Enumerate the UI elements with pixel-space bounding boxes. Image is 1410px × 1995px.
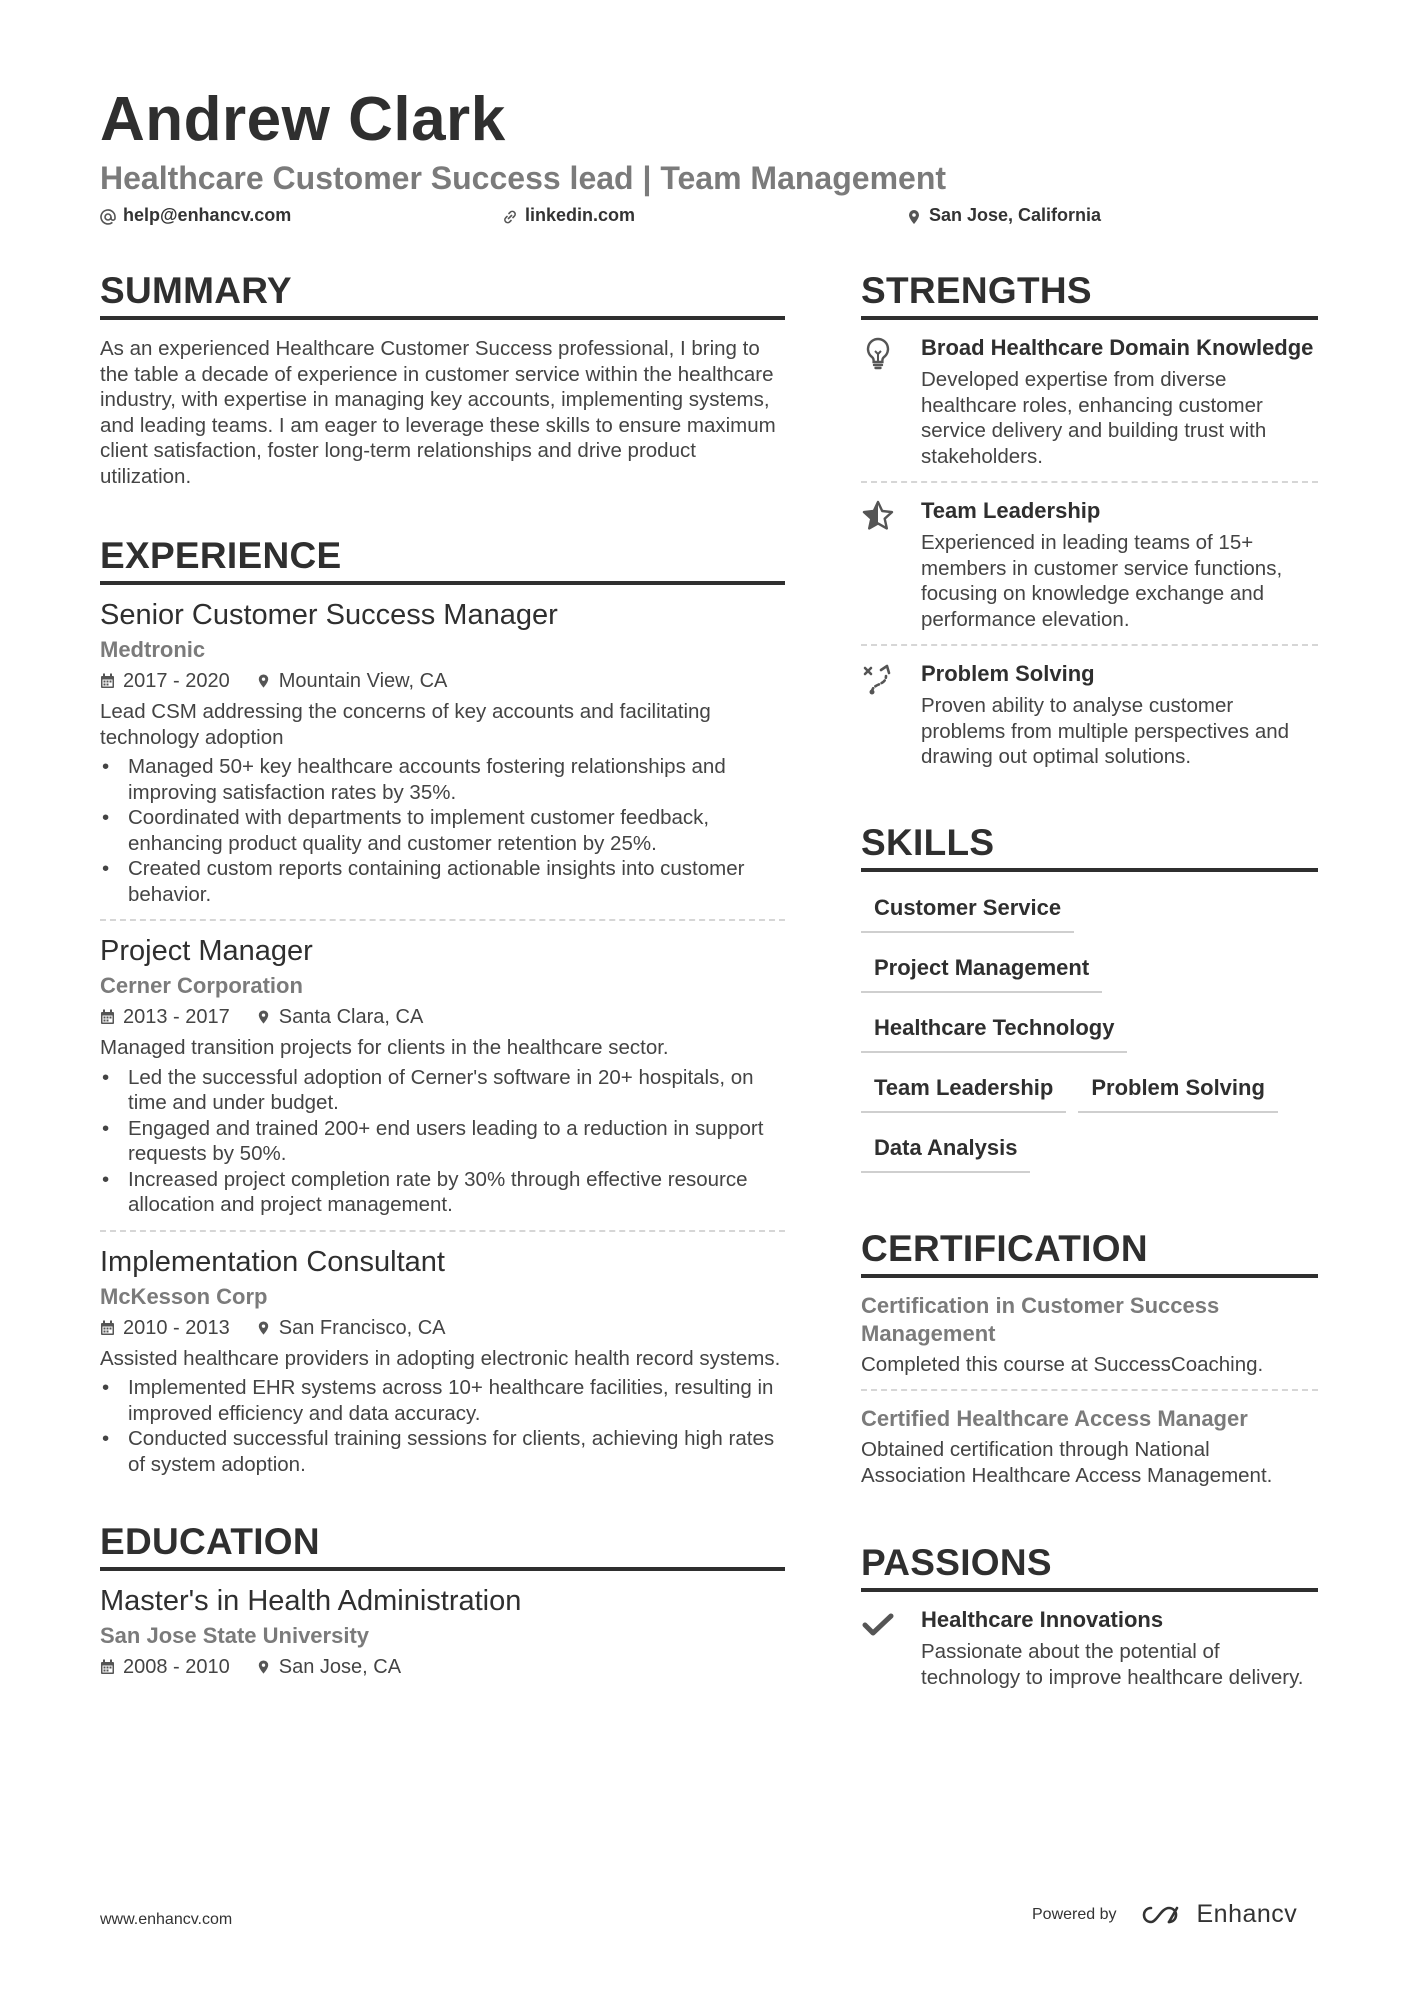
job-dates-text: 2010 - 2013 <box>123 1316 230 1339</box>
job-bullet: • Led the successful adoption of Cerner's software in 20+ hospitals, on time and under budget. <box>100 1065 785 1116</box>
certification-title: Certified Healthcare Access Manager <box>861 1406 1248 1431</box>
star-icon <box>861 497 921 632</box>
footer-branding <box>1032 1900 1297 1929</box>
route-icon <box>861 660 921 770</box>
job-description: Lead CSM addressing the concerns of key accounts and facilitating technology adoption <box>100 700 711 749</box>
contact-location-text: San Jose, California <box>929 205 1102 225</box>
certification-item <box>861 1278 1318 1390</box>
calendar-icon <box>100 1320 115 1336</box>
left-column <box>100 268 785 1693</box>
certification-description: Obtained certification through National Association Healthcare Access Management. <box>861 1438 1273 1487</box>
strength-title: Team Leadership <box>921 498 1101 523</box>
job-bullet: • Implemented EHR systems across 10+ healthcare facilities, resulting in improved efficiency and data accuracy. <box>100 1375 785 1426</box>
job-dates-text: 2017 - 2020 <box>123 670 230 692</box>
powered-by-text: Powered by <box>1032 1905 1117 1923</box>
job-entry <box>100 585 785 919</box>
job-bullets <box>100 1375 785 1477</box>
footer-website[interactable]: www.enhancv.com <box>100 1911 233 1928</box>
contact-bar <box>100 203 1160 227</box>
education-section <box>100 1519 785 1693</box>
education-heading: EDUCATION <box>100 1519 785 1571</box>
lightbulb-icon <box>861 334 921 469</box>
certification-title: Certification in Customer Success Management <box>861 1292 1220 1346</box>
passion-title: Healthcare Innovations <box>921 1607 1164 1632</box>
job-meta <box>100 1314 785 1342</box>
job-dates-text: 2013 - 2017 <box>123 1006 230 1028</box>
skills-section <box>861 820 1318 1186</box>
education-degree: Master's in Health Administration <box>100 1585 522 1617</box>
job-dates <box>100 1003 230 1031</box>
passion-description: Passionate about the potential of technology to improve healthcare delivery. <box>921 1640 1304 1689</box>
summary-section <box>100 268 785 489</box>
calendar-icon <box>100 1659 115 1675</box>
right-column <box>861 268 1318 1702</box>
certification-section <box>861 1226 1318 1501</box>
experience-section <box>100 533 785 1489</box>
job-bullet: • Conducted successful training sessions for clients, achieving high rates of system adoption. <box>100 1426 785 1477</box>
checkmark-icon <box>861 1606 921 1690</box>
contact-linkedin-text: linkedin.com <box>525 205 636 225</box>
calendar-icon <box>100 1009 115 1025</box>
passions-heading: PASSIONS <box>861 1540 1318 1592</box>
strength-title: Broad Healthcare Domain Knowledge <box>921 335 1314 360</box>
map-pin-icon <box>256 1320 271 1336</box>
enhancv-logo[interactable] <box>1139 1900 1298 1929</box>
contact-email-text: help@enhancv.com <box>123 205 292 225</box>
strengths-section <box>861 268 1318 782</box>
job-meta <box>100 1003 785 1031</box>
map-pin-icon <box>906 207 922 223</box>
map-pin-icon <box>256 1659 271 1675</box>
education-dates <box>100 1653 230 1681</box>
job-location-text: Santa Clara, CA <box>278 1006 424 1028</box>
link-icon <box>502 207 518 223</box>
skill-tag: Project Management <box>861 946 1102 993</box>
job-location-text: San Francisco, CA <box>278 1316 446 1339</box>
certification-description: Completed this course at SuccessCoaching. <box>861 1352 1264 1376</box>
job-company: Medtronic <box>100 637 206 662</box>
summary-text: As an experienced Healthcare Customer Success professional, I bring to the table a decade of experience in customer service within the healthcare industry, with expertise in managing key accounts, implementing systems, and leading teams. I am eager to leverage these skills to ensure maximum client satisfaction, foster long-term relationships and drive product utilization. <box>100 337 776 488</box>
job-company: McKesson Corp <box>100 1283 268 1309</box>
strength-item <box>861 481 1318 644</box>
job-company: Cerner Corporation <box>100 973 303 998</box>
candidate-headline: Healthcare Customer Success lead | Team Management <box>100 160 947 196</box>
infinity-logo-icon <box>1139 1903 1187 1927</box>
job-title: Project Manager <box>100 935 313 967</box>
strength-title: Problem Solving <box>921 661 1095 686</box>
job-entry <box>100 919 785 1230</box>
job-bullet: • Engaged and trained 200+ end users leading to a reduction in support requests by 50%. <box>100 1116 785 1167</box>
education-entry <box>100 1571 785 1693</box>
passions-section <box>861 1540 1318 1702</box>
job-location <box>256 1314 446 1342</box>
skill-tag: Customer Service <box>861 886 1074 933</box>
education-dates-text: 2008 - 2010 <box>123 1656 230 1678</box>
certification-heading: CERTIFICATION <box>861 1226 1318 1278</box>
experience-heading: EXPERIENCE <box>100 533 785 585</box>
skill-tag: Team Leadership <box>861 1066 1066 1113</box>
education-location <box>256 1653 401 1681</box>
brand-name: Enhancv <box>1196 1900 1298 1928</box>
summary-heading: SUMMARY <box>100 268 785 320</box>
job-bullet: • Coordinated with departments to implement customer feedback, enhancing product quality and customer retention by 25%. <box>100 805 785 856</box>
job-location <box>256 667 448 695</box>
job-description: Assisted healthcare providers in adopting electronic health record systems. <box>100 1346 781 1370</box>
strength-item <box>861 320 1318 481</box>
education-location-text: San Jose, CA <box>278 1656 402 1678</box>
map-pin-icon <box>256 1009 271 1025</box>
calendar-icon <box>100 673 115 689</box>
job-bullets <box>100 754 785 907</box>
at-sign-icon <box>100 207 116 223</box>
certification-item <box>861 1389 1318 1500</box>
job-bullet: • Created custom reports containing actionable insights into customer behavior. <box>100 856 785 907</box>
strength-item <box>861 644 1318 782</box>
strength-description: Experienced in leading teams of 15+ members in customer service functions, focusing on knowledge exchange and performance elevation. <box>921 531 1283 631</box>
education-meta <box>100 1653 785 1681</box>
job-title: Implementation Consultant <box>100 1245 445 1278</box>
job-dates <box>100 1314 230 1342</box>
job-bullets <box>100 1065 785 1218</box>
map-pin-icon <box>256 673 271 689</box>
skill-tag: Data Analysis <box>861 1126 1030 1173</box>
candidate-name: Andrew Clark <box>100 85 506 154</box>
skill-tag: Problem Solving <box>1078 1066 1278 1113</box>
job-entry <box>100 1230 785 1490</box>
skills-list <box>861 886 1318 1186</box>
job-bullet: • Managed 50+ key healthcare accounts fostering relationships and improving satisfaction rates by 35%. <box>100 754 785 805</box>
strength-description: Proven ability to analyse customer problems from multiple perspectives and drawing out optimal solutions. <box>921 694 1290 768</box>
job-location-text: Mountain View, CA <box>278 670 448 692</box>
education-school: San Jose State University <box>100 1623 370 1648</box>
strengths-heading: STRENGTHS <box>861 268 1318 320</box>
job-location <box>256 1003 424 1031</box>
skills-heading: SKILLS <box>861 820 1318 872</box>
contact-location <box>906 203 1101 227</box>
contact-email[interactable] <box>100 203 291 227</box>
job-dates <box>100 667 230 695</box>
skill-tag: Healthcare Technology <box>861 1006 1127 1053</box>
job-title: Senior Customer Success Manager <box>100 599 558 631</box>
job-description: Managed transition projects for clients in the healthcare sector. <box>100 1036 669 1059</box>
job-meta <box>100 667 785 695</box>
passion-item <box>861 1592 1318 1702</box>
job-bullet: • Increased project completion rate by 30% through effective resource allocation and project management. <box>100 1167 785 1218</box>
strength-description: Developed expertise from diverse healthcare roles, enhancing customer service delivery and building trust with stakeholders. <box>921 368 1267 468</box>
contact-linkedin[interactable] <box>502 203 635 227</box>
